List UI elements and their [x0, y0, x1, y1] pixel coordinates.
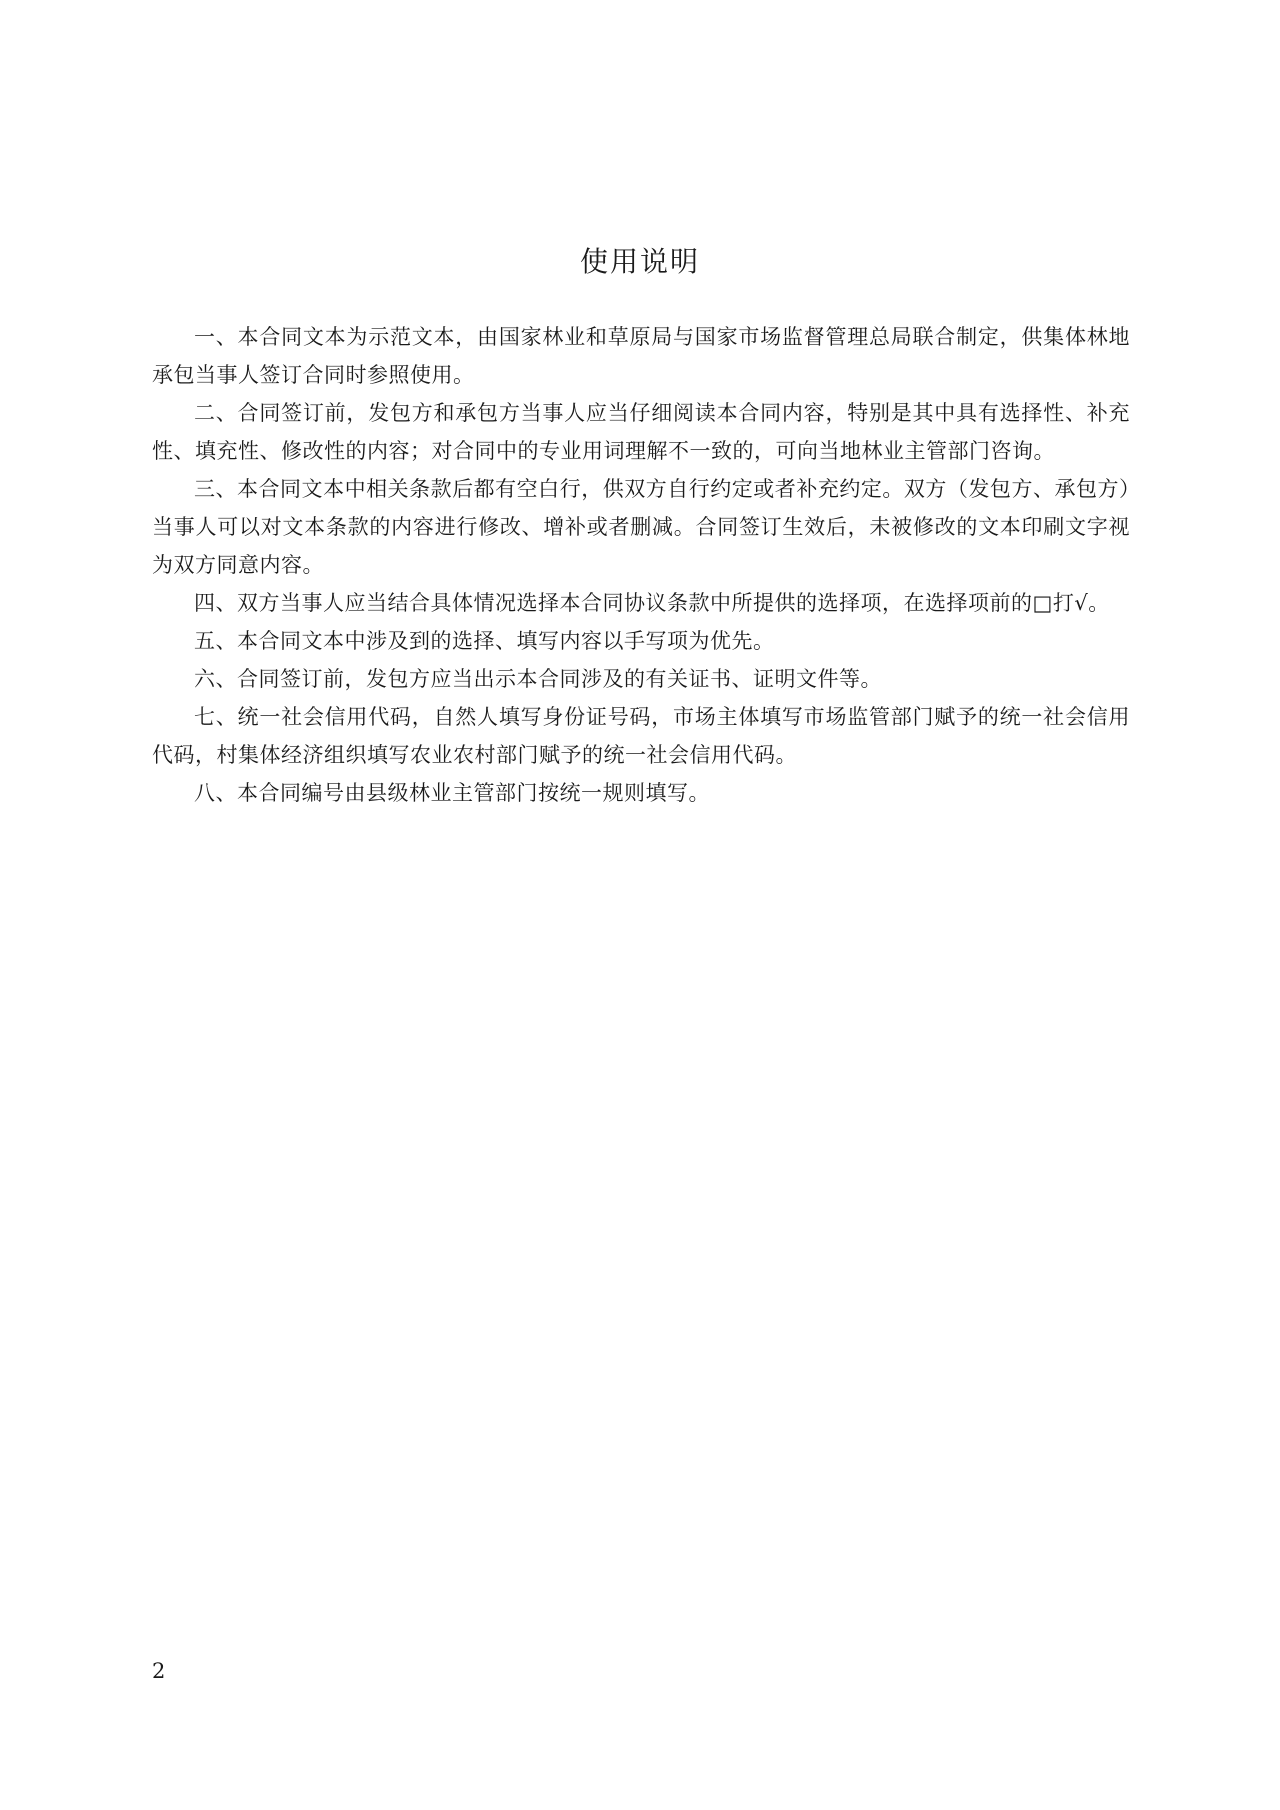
page-title: 使用说明	[579, 245, 700, 278]
instruction-paragraph-8: 八、本合同编号由县级林业主管部门按统一规则填写。	[194, 781, 710, 805]
instruction-paragraph-3: 三、本合同文本中相关条款后都有空白行，供双方自行约定或者补充约定。双方（发包方、承包方）当事人可以对文本条款的内容进行修改、增补或者删减。合同签订生效后，未被修改的文本印刷文字视为双方同意内容。	[152, 477, 1130, 577]
instruction-paragraph-2: 二、合同签订前，发包方和承包方当事人应当仔细阅读本合同内容，特别是其中具有选择性、补充性、填充性、修改性的内容；对合同中的专业用词理解不一致的，可向当地林业主管部门咨询。	[152, 401, 1130, 463]
instruction-paragraph-7: 七、统一社会信用代码，自然人填写身份证号码，市场主体填写市场监管部门赋予的统一社会信用代码，村集体经济组织填写农业农村部门赋予的统一社会信用代码。	[152, 705, 1130, 767]
instruction-paragraph-6: 六、合同签订前，发包方应当出示本合同涉及的有关证书、证明文件等。	[194, 667, 882, 691]
instruction-paragraph-4: 四、双方当事人应当结合具体情况选择本合同协议条款中所提供的选择项，在选择项前的□打√。	[194, 591, 1110, 615]
instruction-paragraph-5: 五、本合同文本中涉及到的选择、填写内容以手写项为优先。	[194, 629, 775, 653]
page-number: 2	[152, 1659, 166, 1683]
instruction-paragraph-1: 一、本合同文本为示范文本，由国家林业和草原局与国家市场监督管理总局联合制定，供集体林地承包当事人签订合同时参照使用。	[152, 325, 1130, 387]
instructions-body	[152, 318, 1130, 812]
